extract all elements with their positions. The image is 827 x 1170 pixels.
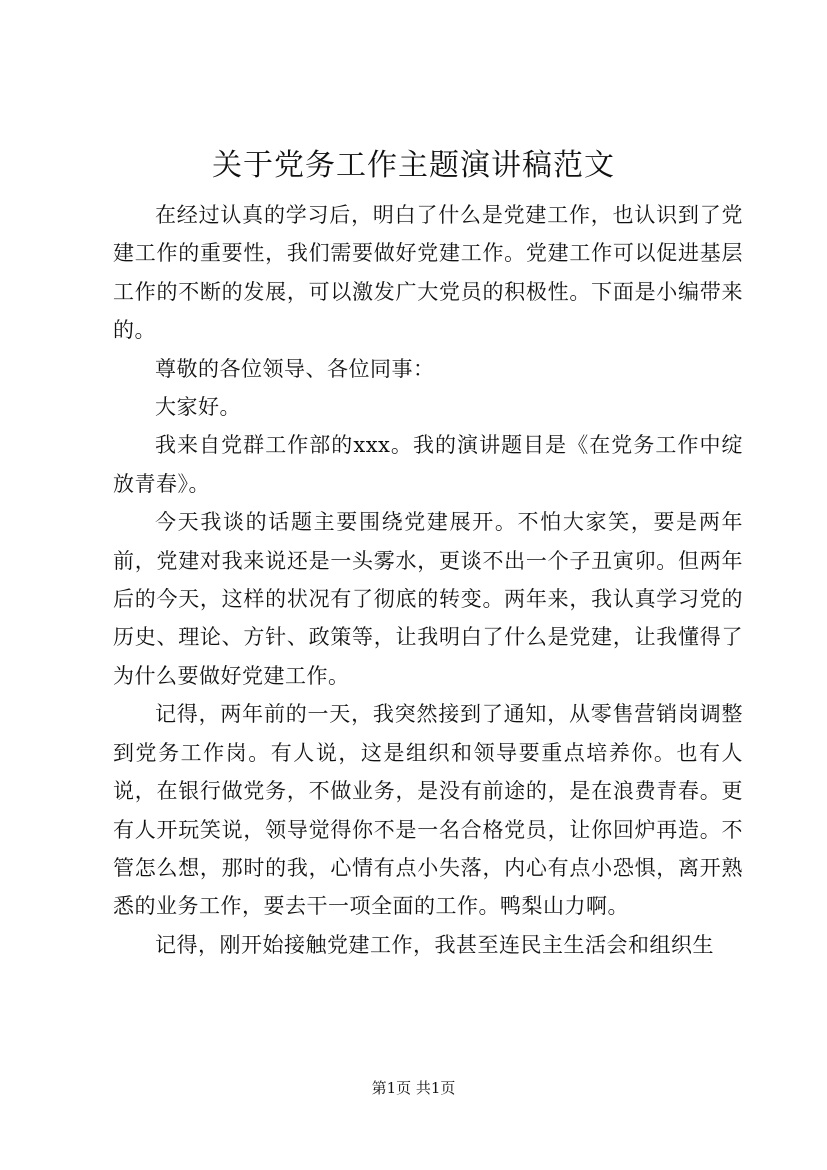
paragraph-beginning: 记得，刚开始接触党建工作，我甚至连民主生活会和组织生 <box>155 932 714 957</box>
paragraph-job-transfer: 记得，两年前的一天，我突然接到了通知，从零售营销岗调整到党务工作岗。有人说，这是组织和领导要重点培养你。也有人说，在银行做党务，不做业务，是没有前途的，是在浪费青春。更有人开玩笑说，领导觉得你不是一名合格党员，让你回炉再造。不管怎么想，那时的我，心情有点小失落，内心有点小恐惧，离开熟悉的业务工作，要去干一项全面的工作。鸭梨山力啊。 <box>113 702 743 919</box>
document-body <box>113 196 743 964</box>
paragraph-intro: 在经过认真的学习后，明白了什么是党建工作，也认识到了党建工作的重要性，我们需要做好党建工作。党建工作可以促进基层工作的不断的发展，可以激发广大党员的积极性。下面是小编带来的。 <box>113 203 743 343</box>
document-title: 关于党务工作主题演讲稿范文 <box>212 148 615 183</box>
paragraph-salutation: 尊敬的各位领导、各位同事： <box>155 356 435 381</box>
paragraph-greeting: 大家好。 <box>155 395 241 420</box>
page-number-footer: 第1页 共1页 <box>371 1079 456 1097</box>
paragraph-speech-topic: 我来自党群工作部的xxx。我的演讲题目是《在党务工作中绽放青春》。 <box>113 433 743 496</box>
paragraph-party-building: 今天我谈的话题主要围绕党建展开。不怕大家笑，要是两年前，党建对我来说还是一头雾水，更谈不出一个子丑寅卯。但两年后的今天，这样的状况有了彻底的转变。两年来，我认真学习党的历史、理论、方针、政策等，让我明白了什么是党建，让我懂得了为什么要做好党建工作。 <box>113 510 743 688</box>
